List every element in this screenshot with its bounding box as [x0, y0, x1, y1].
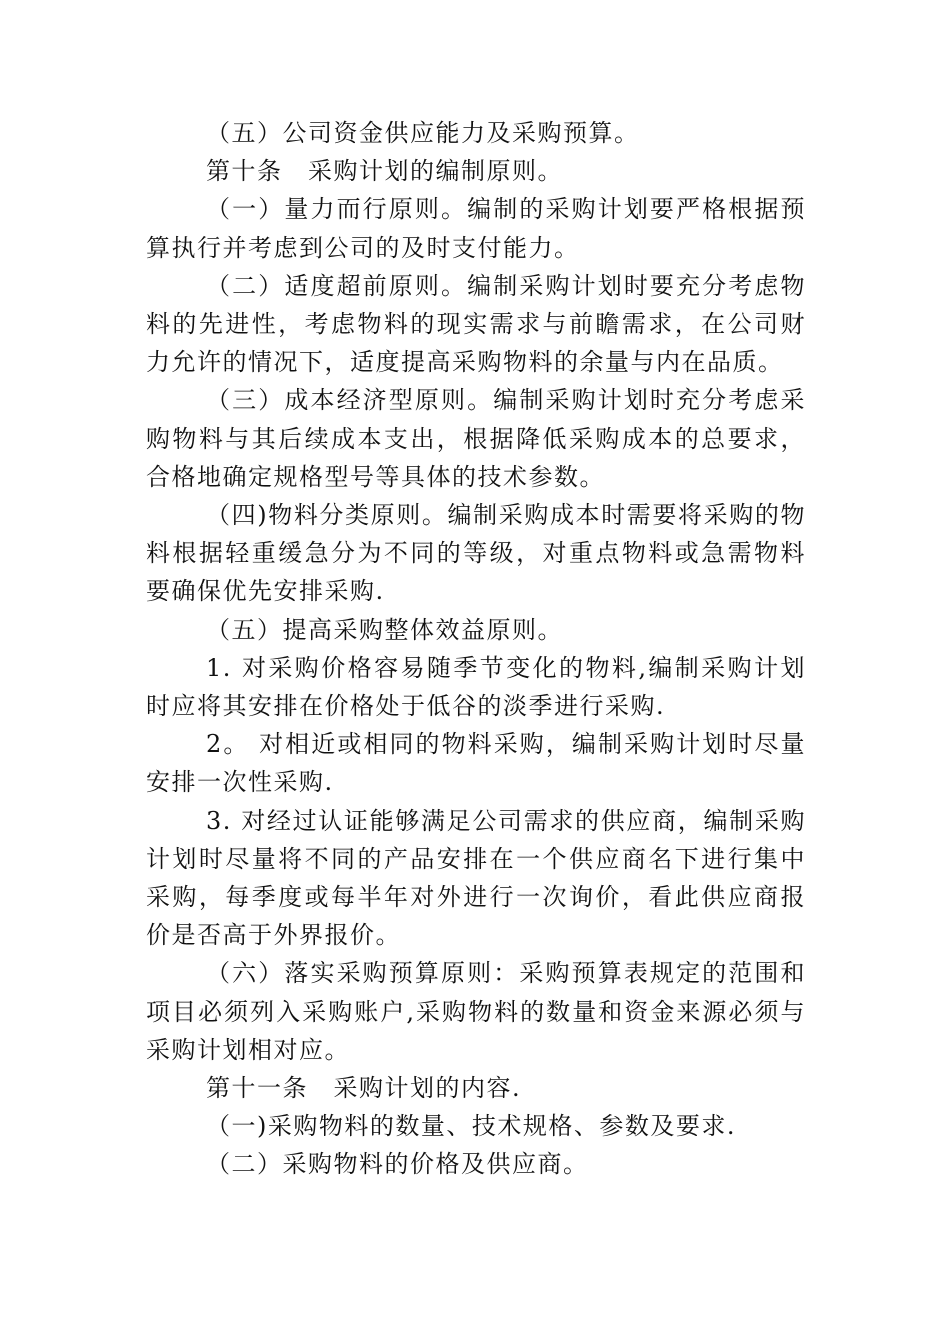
principle-5-heading: （五）提高采购整体效益原则。	[206, 615, 563, 644]
paragraph-budget-item-5: （五）公司资金供应能力及采购预算。	[206, 119, 640, 147]
principle-1-paragraph: （一）量力而行原则。编制的采购计划要严格根据预算执行并考虑到公司的及时支付能力。	[146, 195, 806, 262]
document-body	[146, 114, 806, 1184]
principle-2-paragraph: （二）适度超前原则。编制采购计划时要充分考虑物料的先进性，考虑物料的现实需求与前瞻需求，在公司财力允许的情况下，适度提高采购物料的余量与内在品质。	[146, 271, 806, 377]
content-item-1-paragraph: （一)采购物料的数量、技术规格、参数及要求.	[206, 1112, 736, 1141]
sub-item-1-paragraph: 1. 对采购价格容易随季节变化的物料,编制采购计划时应将其安排在价格处于低谷的淡季进行采购.	[146, 653, 806, 721]
sub-item-3-paragraph: 3. 对经过认证能够满足公司需求的供应商，编制采购计划时尽量将不同的产品安排在一个供应商名下进行集中采购，每季度或每半年对外进行一次询价，看此供应商报价是否高于外界报价。	[146, 806, 806, 950]
content-item-2-paragraph: （二）采购物料的价格及供应商。	[206, 1150, 589, 1179]
article-11-heading: 第十一条 采购计划的内容.	[206, 1074, 522, 1103]
principle-4-paragraph: （四)物料分类原则。编制采购成本时需要将采购的物料根据轻重缓急分为不同的等级，对重点物料或急需物料要确保优先安排采购.	[146, 501, 806, 606]
sub-item-2-paragraph: 2。 对相近或相同的物料采购，编制采购计划时尽量安排一次性采购.	[146, 730, 806, 797]
article-10-heading: 第十条 采购计划的编制原则。	[206, 157, 563, 186]
principle-3-paragraph: （三）成本经济型原则。编制采购计划时充分考虑采购物料与其后续成本支出，根据降低采购成本的总要求，合格地确定规格型号等具体的技术参数。	[146, 386, 806, 491]
principle-6-paragraph: （六）落实采购预算原则：采购预算表规定的范围和项目必须列入采购账户,采购物料的数量和资金来源必须与采购计划相对应。	[146, 959, 806, 1064]
